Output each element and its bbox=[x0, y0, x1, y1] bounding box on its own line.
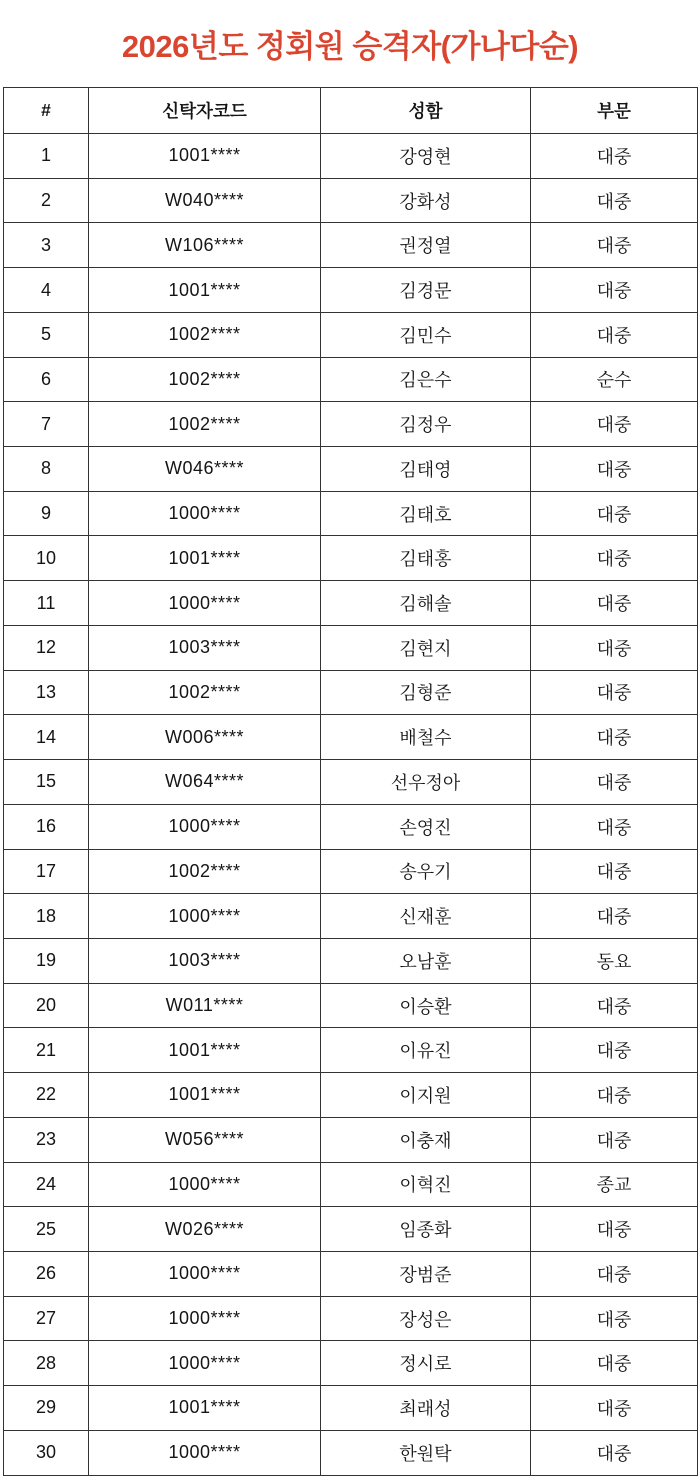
header-row bbox=[4, 88, 698, 134]
cell-code: 1001**** bbox=[89, 134, 321, 179]
cell-name: 임종화 bbox=[321, 1207, 531, 1252]
table-row bbox=[4, 804, 698, 849]
table-row bbox=[4, 402, 698, 447]
table-row bbox=[4, 357, 698, 402]
cell-name: 송우기 bbox=[321, 849, 531, 894]
cell-index: 19 bbox=[4, 938, 89, 983]
table-row bbox=[4, 625, 698, 670]
cell-name: 김태홍 bbox=[321, 536, 531, 581]
table-row bbox=[4, 760, 698, 805]
cell-code: 1001**** bbox=[89, 268, 321, 313]
table-row bbox=[4, 178, 698, 223]
cell-category: 종교 bbox=[531, 1162, 698, 1207]
cell-name: 장성은 bbox=[321, 1296, 531, 1341]
cell-name: 김해솔 bbox=[321, 581, 531, 626]
table-row bbox=[4, 894, 698, 939]
cell-category: 대중 bbox=[531, 849, 698, 894]
cell-category: 대중 bbox=[531, 1073, 698, 1118]
cell-code: W106**** bbox=[89, 223, 321, 268]
table-row bbox=[4, 134, 698, 179]
cell-name: 오남훈 bbox=[321, 938, 531, 983]
cell-name: 김형준 bbox=[321, 670, 531, 715]
table-row bbox=[4, 715, 698, 760]
header-code: 신탁자코드 bbox=[89, 88, 321, 134]
table-row bbox=[4, 983, 698, 1028]
cell-category: 대중 bbox=[531, 491, 698, 536]
cell-index: 13 bbox=[4, 670, 89, 715]
table-row bbox=[4, 670, 698, 715]
cell-category: 대중 bbox=[531, 625, 698, 670]
cell-name: 최래성 bbox=[321, 1386, 531, 1431]
cell-category: 순수 bbox=[531, 357, 698, 402]
member-table bbox=[3, 87, 698, 1476]
cell-name: 김민수 bbox=[321, 312, 531, 357]
cell-code: 1002**** bbox=[89, 357, 321, 402]
cell-code: 1002**** bbox=[89, 402, 321, 447]
table-row bbox=[4, 223, 698, 268]
cell-code: 1000**** bbox=[89, 1251, 321, 1296]
table-row bbox=[4, 1251, 698, 1296]
cell-category: 대중 bbox=[531, 447, 698, 492]
cell-index: 8 bbox=[4, 447, 89, 492]
table-row bbox=[4, 1028, 698, 1073]
cell-category: 대중 bbox=[531, 268, 698, 313]
cell-category: 대중 bbox=[531, 1251, 698, 1296]
cell-name: 장범준 bbox=[321, 1251, 531, 1296]
cell-name: 권정열 bbox=[321, 223, 531, 268]
cell-category: 대중 bbox=[531, 581, 698, 626]
table-row bbox=[4, 268, 698, 313]
cell-index: 12 bbox=[4, 625, 89, 670]
cell-code: 1000**** bbox=[89, 581, 321, 626]
cell-index: 29 bbox=[4, 1386, 89, 1431]
cell-index: 25 bbox=[4, 1207, 89, 1252]
table-row bbox=[4, 491, 698, 536]
cell-name: 이혁진 bbox=[321, 1162, 531, 1207]
cell-name: 이충재 bbox=[321, 1117, 531, 1162]
cell-index: 23 bbox=[4, 1117, 89, 1162]
cell-code: 1000**** bbox=[89, 894, 321, 939]
cell-code: 1000**** bbox=[89, 1430, 321, 1475]
cell-category: 대중 bbox=[531, 402, 698, 447]
cell-code: 1001**** bbox=[89, 1028, 321, 1073]
cell-category: 대중 bbox=[531, 312, 698, 357]
table-row bbox=[4, 938, 698, 983]
cell-name: 김정우 bbox=[321, 402, 531, 447]
cell-index: 14 bbox=[4, 715, 89, 760]
cell-code: 1001**** bbox=[89, 1386, 321, 1431]
cell-index: 7 bbox=[4, 402, 89, 447]
cell-category: 대중 bbox=[531, 1386, 698, 1431]
cell-name: 선우정아 bbox=[321, 760, 531, 805]
cell-index: 24 bbox=[4, 1162, 89, 1207]
cell-code: 1000**** bbox=[89, 1162, 321, 1207]
cell-index: 27 bbox=[4, 1296, 89, 1341]
cell-name: 김경문 bbox=[321, 268, 531, 313]
cell-category: 대중 bbox=[531, 804, 698, 849]
table-row bbox=[4, 1296, 698, 1341]
header-index: # bbox=[4, 88, 89, 134]
cell-category: 대중 bbox=[531, 134, 698, 179]
cell-name: 한원탁 bbox=[321, 1430, 531, 1475]
cell-category: 대중 bbox=[531, 1296, 698, 1341]
table-row bbox=[4, 1117, 698, 1162]
cell-code: W026**** bbox=[89, 1207, 321, 1252]
table-row bbox=[4, 1162, 698, 1207]
cell-code: W040**** bbox=[89, 178, 321, 223]
cell-index: 15 bbox=[4, 760, 89, 805]
cell-category: 대중 bbox=[531, 1341, 698, 1386]
table-row bbox=[4, 447, 698, 492]
cell-category: 대중 bbox=[531, 178, 698, 223]
cell-index: 16 bbox=[4, 804, 89, 849]
cell-index: 1 bbox=[4, 134, 89, 179]
cell-category: 대중 bbox=[531, 1207, 698, 1252]
table-row bbox=[4, 1073, 698, 1118]
cell-index: 5 bbox=[4, 312, 89, 357]
cell-index: 11 bbox=[4, 581, 89, 626]
cell-category: 대중 bbox=[531, 760, 698, 805]
cell-category: 대중 bbox=[531, 223, 698, 268]
table-row bbox=[4, 536, 698, 581]
cell-name: 김태영 bbox=[321, 447, 531, 492]
cell-category: 대중 bbox=[531, 894, 698, 939]
cell-category: 동요 bbox=[531, 938, 698, 983]
title-bar bbox=[0, 0, 700, 87]
cell-index: 4 bbox=[4, 268, 89, 313]
cell-code: 1002**** bbox=[89, 670, 321, 715]
cell-index: 17 bbox=[4, 849, 89, 894]
cell-code: 1003**** bbox=[89, 625, 321, 670]
table-row bbox=[4, 849, 698, 894]
table-row bbox=[4, 1341, 698, 1386]
cell-code: 1000**** bbox=[89, 1296, 321, 1341]
cell-code: 1002**** bbox=[89, 849, 321, 894]
cell-code: W006**** bbox=[89, 715, 321, 760]
cell-code: 1000**** bbox=[89, 804, 321, 849]
cell-name: 이승환 bbox=[321, 983, 531, 1028]
cell-category: 대중 bbox=[531, 670, 698, 715]
table-body bbox=[4, 134, 698, 1476]
cell-code: W064**** bbox=[89, 760, 321, 805]
cell-name: 이유진 bbox=[321, 1028, 531, 1073]
cell-category: 대중 bbox=[531, 1430, 698, 1475]
cell-index: 10 bbox=[4, 536, 89, 581]
cell-index: 18 bbox=[4, 894, 89, 939]
table-row bbox=[4, 1386, 698, 1431]
table-row bbox=[4, 1207, 698, 1252]
cell-name: 배철수 bbox=[321, 715, 531, 760]
cell-code: W011**** bbox=[89, 983, 321, 1028]
cell-code: W046**** bbox=[89, 447, 321, 492]
cell-index: 3 bbox=[4, 223, 89, 268]
cell-category: 대중 bbox=[531, 1028, 698, 1073]
table-row bbox=[4, 1430, 698, 1475]
cell-name: 손영진 bbox=[321, 804, 531, 849]
cell-name: 김은수 bbox=[321, 357, 531, 402]
cell-name: 정시로 bbox=[321, 1341, 531, 1386]
cell-code: 1003**** bbox=[89, 938, 321, 983]
cell-index: 26 bbox=[4, 1251, 89, 1296]
cell-name: 이지원 bbox=[321, 1073, 531, 1118]
cell-code: 1000**** bbox=[89, 1341, 321, 1386]
cell-index: 30 bbox=[4, 1430, 89, 1475]
cell-code: 1001**** bbox=[89, 1073, 321, 1118]
cell-code: W056**** bbox=[89, 1117, 321, 1162]
cell-index: 20 bbox=[4, 983, 89, 1028]
cell-code: 1001**** bbox=[89, 536, 321, 581]
cell-index: 21 bbox=[4, 1028, 89, 1073]
cell-code: 1002**** bbox=[89, 312, 321, 357]
cell-category: 대중 bbox=[531, 983, 698, 1028]
cell-index: 28 bbox=[4, 1341, 89, 1386]
page-title: 2026년도 정회원 승격자(가나다순) bbox=[121, 29, 579, 64]
cell-name: 김태호 bbox=[321, 491, 531, 536]
cell-code: 1000**** bbox=[89, 491, 321, 536]
cell-category: 대중 bbox=[531, 1117, 698, 1162]
cell-name: 강영현 bbox=[321, 134, 531, 179]
cell-index: 2 bbox=[4, 178, 89, 223]
cell-index: 22 bbox=[4, 1073, 89, 1118]
cell-name: 강화성 bbox=[321, 178, 531, 223]
cell-category: 대중 bbox=[531, 536, 698, 581]
cell-index: 6 bbox=[4, 357, 89, 402]
header-name: 성함 bbox=[321, 88, 531, 134]
table-row bbox=[4, 312, 698, 357]
cell-name: 신재훈 bbox=[321, 894, 531, 939]
header-category: 부문 bbox=[531, 88, 698, 134]
cell-index: 9 bbox=[4, 491, 89, 536]
cell-name: 김현지 bbox=[321, 625, 531, 670]
table-row bbox=[4, 581, 698, 626]
cell-category: 대중 bbox=[531, 715, 698, 760]
table-header bbox=[4, 88, 698, 134]
